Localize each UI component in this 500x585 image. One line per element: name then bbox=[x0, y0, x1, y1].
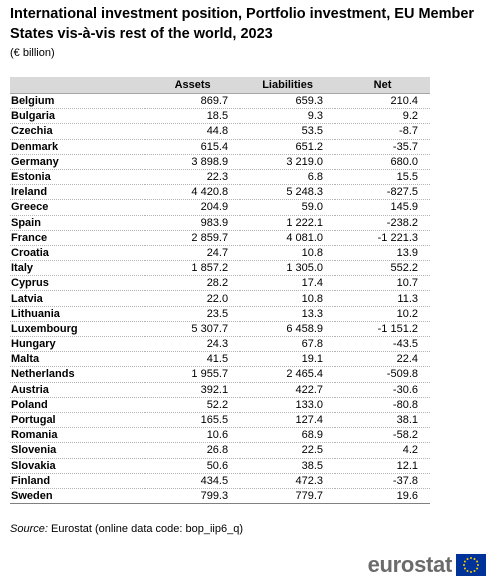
table-row bbox=[10, 276, 430, 291]
cell-net: 4.2 bbox=[335, 443, 430, 458]
table-row bbox=[10, 245, 430, 260]
cell-assets: 26.8 bbox=[145, 443, 240, 458]
cell-liabilities: 53.5 bbox=[240, 124, 335, 139]
cell-assets: 1 857.2 bbox=[145, 261, 240, 276]
cell-net: -43.5 bbox=[335, 337, 430, 352]
cell-assets: 392.1 bbox=[145, 382, 240, 397]
cell-assets: 28.2 bbox=[145, 276, 240, 291]
flag-star bbox=[470, 571, 472, 573]
cell-assets: 615.4 bbox=[145, 139, 240, 154]
cell-net: 552.2 bbox=[335, 261, 430, 276]
cell-country: Germany bbox=[10, 154, 145, 169]
cell-net: -509.8 bbox=[335, 367, 430, 382]
cell-country: Greece bbox=[10, 200, 145, 215]
cell-assets: 44.8 bbox=[145, 124, 240, 139]
cell-liabilities: 133.0 bbox=[240, 397, 335, 412]
cell-liabilities: 13.3 bbox=[240, 306, 335, 321]
cell-net: 15.5 bbox=[335, 169, 430, 184]
table-row bbox=[10, 428, 430, 443]
cell-net: 19.6 bbox=[335, 488, 430, 503]
flag-star bbox=[476, 568, 478, 570]
table-row bbox=[10, 412, 430, 427]
cell-assets: 1 955.7 bbox=[145, 367, 240, 382]
table-title: International investment position, Portfolio investment, EU Member States vis-à-vis rest of the world, 2023 bbox=[10, 6, 475, 42]
cell-country: Finland bbox=[10, 473, 145, 488]
cell-liabilities: 67.8 bbox=[240, 337, 335, 352]
cell-country: Cyprus bbox=[10, 276, 145, 291]
cell-assets: 41.5 bbox=[145, 352, 240, 367]
cell-assets: 18.5 bbox=[145, 109, 240, 124]
cell-country: Denmark bbox=[10, 139, 145, 154]
cell-liabilities: 9.3 bbox=[240, 109, 335, 124]
cell-country: Spain bbox=[10, 215, 145, 230]
eurostat-logo bbox=[368, 553, 486, 577]
cell-country: Malta bbox=[10, 352, 145, 367]
cell-liabilities: 779.7 bbox=[240, 488, 335, 503]
table-row bbox=[10, 154, 430, 169]
cell-assets: 4 420.8 bbox=[145, 185, 240, 200]
cell-net: -30.6 bbox=[335, 382, 430, 397]
cell-assets: 165.5 bbox=[145, 412, 240, 427]
cell-assets: 434.5 bbox=[145, 473, 240, 488]
table-row bbox=[10, 306, 430, 321]
cell-liabilities: 10.8 bbox=[240, 291, 335, 306]
cell-liabilities: 19.1 bbox=[240, 352, 335, 367]
cell-country: Hungary bbox=[10, 337, 145, 352]
unit-label: (€ billion) bbox=[10, 47, 55, 59]
source-text: Eurostat (online data code: bop_iip6_q) bbox=[50, 523, 244, 535]
flag-star bbox=[464, 568, 466, 570]
cell-net: -80.8 bbox=[335, 397, 430, 412]
cell-country: Estonia bbox=[10, 169, 145, 184]
table-row bbox=[10, 169, 430, 184]
cell-liabilities: 17.4 bbox=[240, 276, 335, 291]
cell-net: -1 151.2 bbox=[335, 321, 430, 336]
table-row bbox=[10, 230, 430, 245]
table-row bbox=[10, 321, 430, 336]
cell-country: Bulgaria bbox=[10, 109, 145, 124]
flag-star bbox=[474, 570, 476, 572]
cell-liabilities: 3 219.0 bbox=[240, 154, 335, 169]
cell-liabilities: 1 305.0 bbox=[240, 261, 335, 276]
cell-liabilities: 659.3 bbox=[240, 94, 335, 109]
flag-star bbox=[477, 564, 479, 566]
cell-net: 12.1 bbox=[335, 458, 430, 473]
cell-net: 680.0 bbox=[335, 154, 430, 169]
cell-net: 210.4 bbox=[335, 94, 430, 109]
eu-flag-icon bbox=[456, 554, 486, 576]
source-note bbox=[10, 523, 243, 535]
cell-liabilities: 59.0 bbox=[240, 200, 335, 215]
flag-star bbox=[467, 558, 469, 560]
column-header-liabilities: Liabilities bbox=[240, 77, 335, 94]
cell-country: Austria bbox=[10, 382, 145, 397]
cell-net: 145.9 bbox=[335, 200, 430, 215]
table-row bbox=[10, 291, 430, 306]
source-label: Source: bbox=[10, 523, 48, 535]
cell-liabilities: 38.5 bbox=[240, 458, 335, 473]
table-row bbox=[10, 94, 430, 109]
flag-star bbox=[463, 564, 465, 566]
cell-net: -58.2 bbox=[335, 428, 430, 443]
cell-country: Portugal bbox=[10, 412, 145, 427]
cell-country: Italy bbox=[10, 261, 145, 276]
cell-country: Poland bbox=[10, 397, 145, 412]
table-row bbox=[10, 261, 430, 276]
cell-country: Romania bbox=[10, 428, 145, 443]
flag-star bbox=[470, 557, 472, 559]
cell-liabilities: 5 248.3 bbox=[240, 185, 335, 200]
cell-assets: 10.6 bbox=[145, 428, 240, 443]
table-body bbox=[10, 94, 430, 504]
table-row bbox=[10, 139, 430, 154]
logo-text: eurostat bbox=[367, 552, 452, 577]
cell-net: 13.9 bbox=[335, 245, 430, 260]
cell-liabilities: 1 222.1 bbox=[240, 215, 335, 230]
cell-liabilities: 422.7 bbox=[240, 382, 335, 397]
cell-net: -35.7 bbox=[335, 139, 430, 154]
table-row bbox=[10, 352, 430, 367]
flag-star bbox=[476, 561, 478, 563]
cell-assets: 799.3 bbox=[145, 488, 240, 503]
cell-country: Netherlands bbox=[10, 367, 145, 382]
cell-country: Latvia bbox=[10, 291, 145, 306]
cell-country: Czechia bbox=[10, 124, 145, 139]
cell-assets: 24.7 bbox=[145, 245, 240, 260]
cell-liabilities: 2 465.4 bbox=[240, 367, 335, 382]
table-row bbox=[10, 337, 430, 352]
table-row bbox=[10, 397, 430, 412]
flag-star bbox=[467, 570, 469, 572]
cell-assets: 22.0 bbox=[145, 291, 240, 306]
cell-country: Sweden bbox=[10, 488, 145, 503]
flag-star bbox=[474, 558, 476, 560]
cell-liabilities: 127.4 bbox=[240, 412, 335, 427]
cell-assets: 24.3 bbox=[145, 337, 240, 352]
table-row bbox=[10, 473, 430, 488]
cell-net: 11.3 bbox=[335, 291, 430, 306]
cell-assets: 52.2 bbox=[145, 397, 240, 412]
cell-net: 38.1 bbox=[335, 412, 430, 427]
table-row bbox=[10, 443, 430, 458]
cell-assets: 2 859.7 bbox=[145, 230, 240, 245]
cell-net: -8.7 bbox=[335, 124, 430, 139]
table-header-row bbox=[10, 77, 430, 94]
table-row bbox=[10, 215, 430, 230]
table-row bbox=[10, 367, 430, 382]
cell-country: Croatia bbox=[10, 245, 145, 260]
cell-assets: 5 307.7 bbox=[145, 321, 240, 336]
cell-country: France bbox=[10, 230, 145, 245]
cell-country: Ireland bbox=[10, 185, 145, 200]
cell-assets: 50.6 bbox=[145, 458, 240, 473]
cell-net: -37.8 bbox=[335, 473, 430, 488]
cell-country: Luxembourg bbox=[10, 321, 145, 336]
cell-net: 22.4 bbox=[335, 352, 430, 367]
cell-net: -1 221.3 bbox=[335, 230, 430, 245]
cell-net: 10.2 bbox=[335, 306, 430, 321]
cell-net: -827.5 bbox=[335, 185, 430, 200]
column-header-net: Net bbox=[335, 77, 430, 94]
cell-liabilities: 472.3 bbox=[240, 473, 335, 488]
cell-liabilities: 10.8 bbox=[240, 245, 335, 260]
cell-assets: 22.3 bbox=[145, 169, 240, 184]
cell-net: 9.2 bbox=[335, 109, 430, 124]
table-row bbox=[10, 458, 430, 473]
table-row bbox=[10, 488, 430, 503]
table-row bbox=[10, 109, 430, 124]
cell-assets: 983.9 bbox=[145, 215, 240, 230]
cell-assets: 869.7 bbox=[145, 94, 240, 109]
flag-star bbox=[464, 561, 466, 563]
cell-liabilities: 6 458.9 bbox=[240, 321, 335, 336]
table-row bbox=[10, 124, 430, 139]
cell-liabilities: 651.2 bbox=[240, 139, 335, 154]
column-header-country bbox=[10, 77, 145, 94]
cell-liabilities: 4 081.0 bbox=[240, 230, 335, 245]
cell-net: -238.2 bbox=[335, 215, 430, 230]
cell-country: Slovakia bbox=[10, 458, 145, 473]
table-row bbox=[10, 382, 430, 397]
cell-assets: 204.9 bbox=[145, 200, 240, 215]
table-row bbox=[10, 200, 430, 215]
cell-liabilities: 68.9 bbox=[240, 428, 335, 443]
cell-liabilities: 22.5 bbox=[240, 443, 335, 458]
cell-net: 10.7 bbox=[335, 276, 430, 291]
table-row bbox=[10, 185, 430, 200]
cell-assets: 23.5 bbox=[145, 306, 240, 321]
cell-country: Slovenia bbox=[10, 443, 145, 458]
column-header-assets: Assets bbox=[145, 77, 240, 94]
cell-liabilities: 6.8 bbox=[240, 169, 335, 184]
cell-country: Belgium bbox=[10, 94, 145, 109]
cell-country: Lithuania bbox=[10, 306, 145, 321]
data-table bbox=[10, 77, 430, 504]
cell-assets: 3 898.9 bbox=[145, 154, 240, 169]
